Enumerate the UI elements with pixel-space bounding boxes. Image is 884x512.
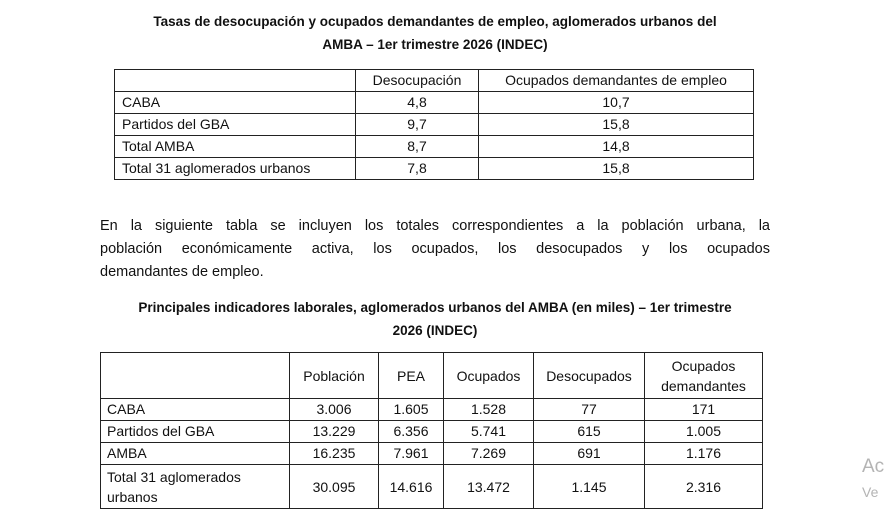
table-row (101, 421, 763, 443)
header-cell-ocupados-demandantes: Ocupados demandantes (645, 353, 763, 399)
table-row (115, 158, 754, 180)
table1-title (100, 10, 770, 56)
table1-title-line2: AMBA – 1er trimestre 2026 (INDEC) (322, 37, 548, 52)
cell-value: 171 (645, 399, 763, 421)
cell-value: 8,7 (356, 136, 479, 158)
cell-value: 615 (534, 421, 645, 443)
cell-value: 4,8 (356, 92, 479, 114)
cell-value: 7,8 (356, 158, 479, 180)
header-cell-ocupados-demandantes: Ocupados demandantes de empleo (479, 70, 754, 92)
cell-value: 2.316 (645, 465, 763, 509)
table-row (115, 92, 754, 114)
table-row (115, 136, 754, 158)
row-label: CABA (115, 92, 356, 114)
table1-title-line1: Tasas de desocupación y ocupados demandantes de empleo, aglomerados urbanos del (153, 14, 717, 29)
row-label: CABA (101, 399, 290, 421)
table-row (101, 443, 763, 465)
labor-indicators-table (100, 352, 763, 509)
cell-value: 7.269 (444, 443, 534, 465)
header-cell-desocupacion: Desocupación (356, 70, 479, 92)
cell-value: 15,8 (479, 114, 754, 136)
cell-value: 14.616 (379, 465, 444, 509)
cell-value: 9,7 (356, 114, 479, 136)
paragraph-line1: En la siguiente tabla se incluyen los totales correspondientes a la población urbana, la (100, 218, 770, 234)
cell-value: 13.229 (290, 421, 379, 443)
table-row (101, 465, 763, 509)
cell-value: 7.961 (379, 443, 444, 465)
header-cell-empty (115, 70, 356, 92)
cell-value: 1.176 (645, 443, 763, 465)
table-header-row (115, 70, 754, 92)
paragraph-line3: demandantes de empleo. (100, 264, 264, 280)
table-header-row (101, 353, 763, 399)
row-label: Partidos del GBA (115, 114, 356, 136)
cell-value: 691 (534, 443, 645, 465)
cell-value: 1.005 (645, 421, 763, 443)
row-label: AMBA (101, 443, 290, 465)
table2-title (100, 296, 770, 342)
row-label: Total 31 aglomerados urbanos (101, 465, 290, 509)
cell-value: 6.356 (379, 421, 444, 443)
row-label: Partidos del GBA (101, 421, 290, 443)
header-cell-empty (101, 353, 290, 399)
cell-value: 13.472 (444, 465, 534, 509)
cell-value: 5.741 (444, 421, 534, 443)
header-cell-ocupados: Ocupados (444, 353, 534, 399)
table2-title-line1: Principales indicadores laborales, aglomerados urbanos del AMBA (en miles) – 1er trimestre (138, 300, 732, 315)
cell-value: 77 (534, 399, 645, 421)
cell-value: 30.095 (290, 465, 379, 509)
header-cell-poblacion: Población (290, 353, 379, 399)
header-cell-pea: PEA (379, 353, 444, 399)
body-paragraph (100, 215, 770, 284)
row-label: Total 31 aglomerados urbanos (115, 158, 356, 180)
cell-value: 1.528 (444, 399, 534, 421)
cell-value: 3.006 (290, 399, 379, 421)
cell-value: 16.235 (290, 443, 379, 465)
cell-value: 15,8 (479, 158, 754, 180)
cell-value: 14,8 (479, 136, 754, 158)
activation-watermark-line1: Ac (862, 456, 884, 477)
cell-value: 1.605 (379, 399, 444, 421)
row-label: Total AMBA (115, 136, 356, 158)
paragraph-line2: población económicamente activa, los ocupados, los desocupados y los ocupados (100, 241, 770, 257)
table-row (101, 399, 763, 421)
cell-value: 10,7 (479, 92, 754, 114)
header-cell-desocupados: Desocupados (534, 353, 645, 399)
cell-value: 1.145 (534, 465, 645, 509)
activation-watermark-line2: Ve (862, 484, 879, 500)
table-row (115, 114, 754, 136)
table2-title-line2: 2026 (INDEC) (392, 323, 478, 338)
unemployment-rates-table (114, 69, 754, 180)
